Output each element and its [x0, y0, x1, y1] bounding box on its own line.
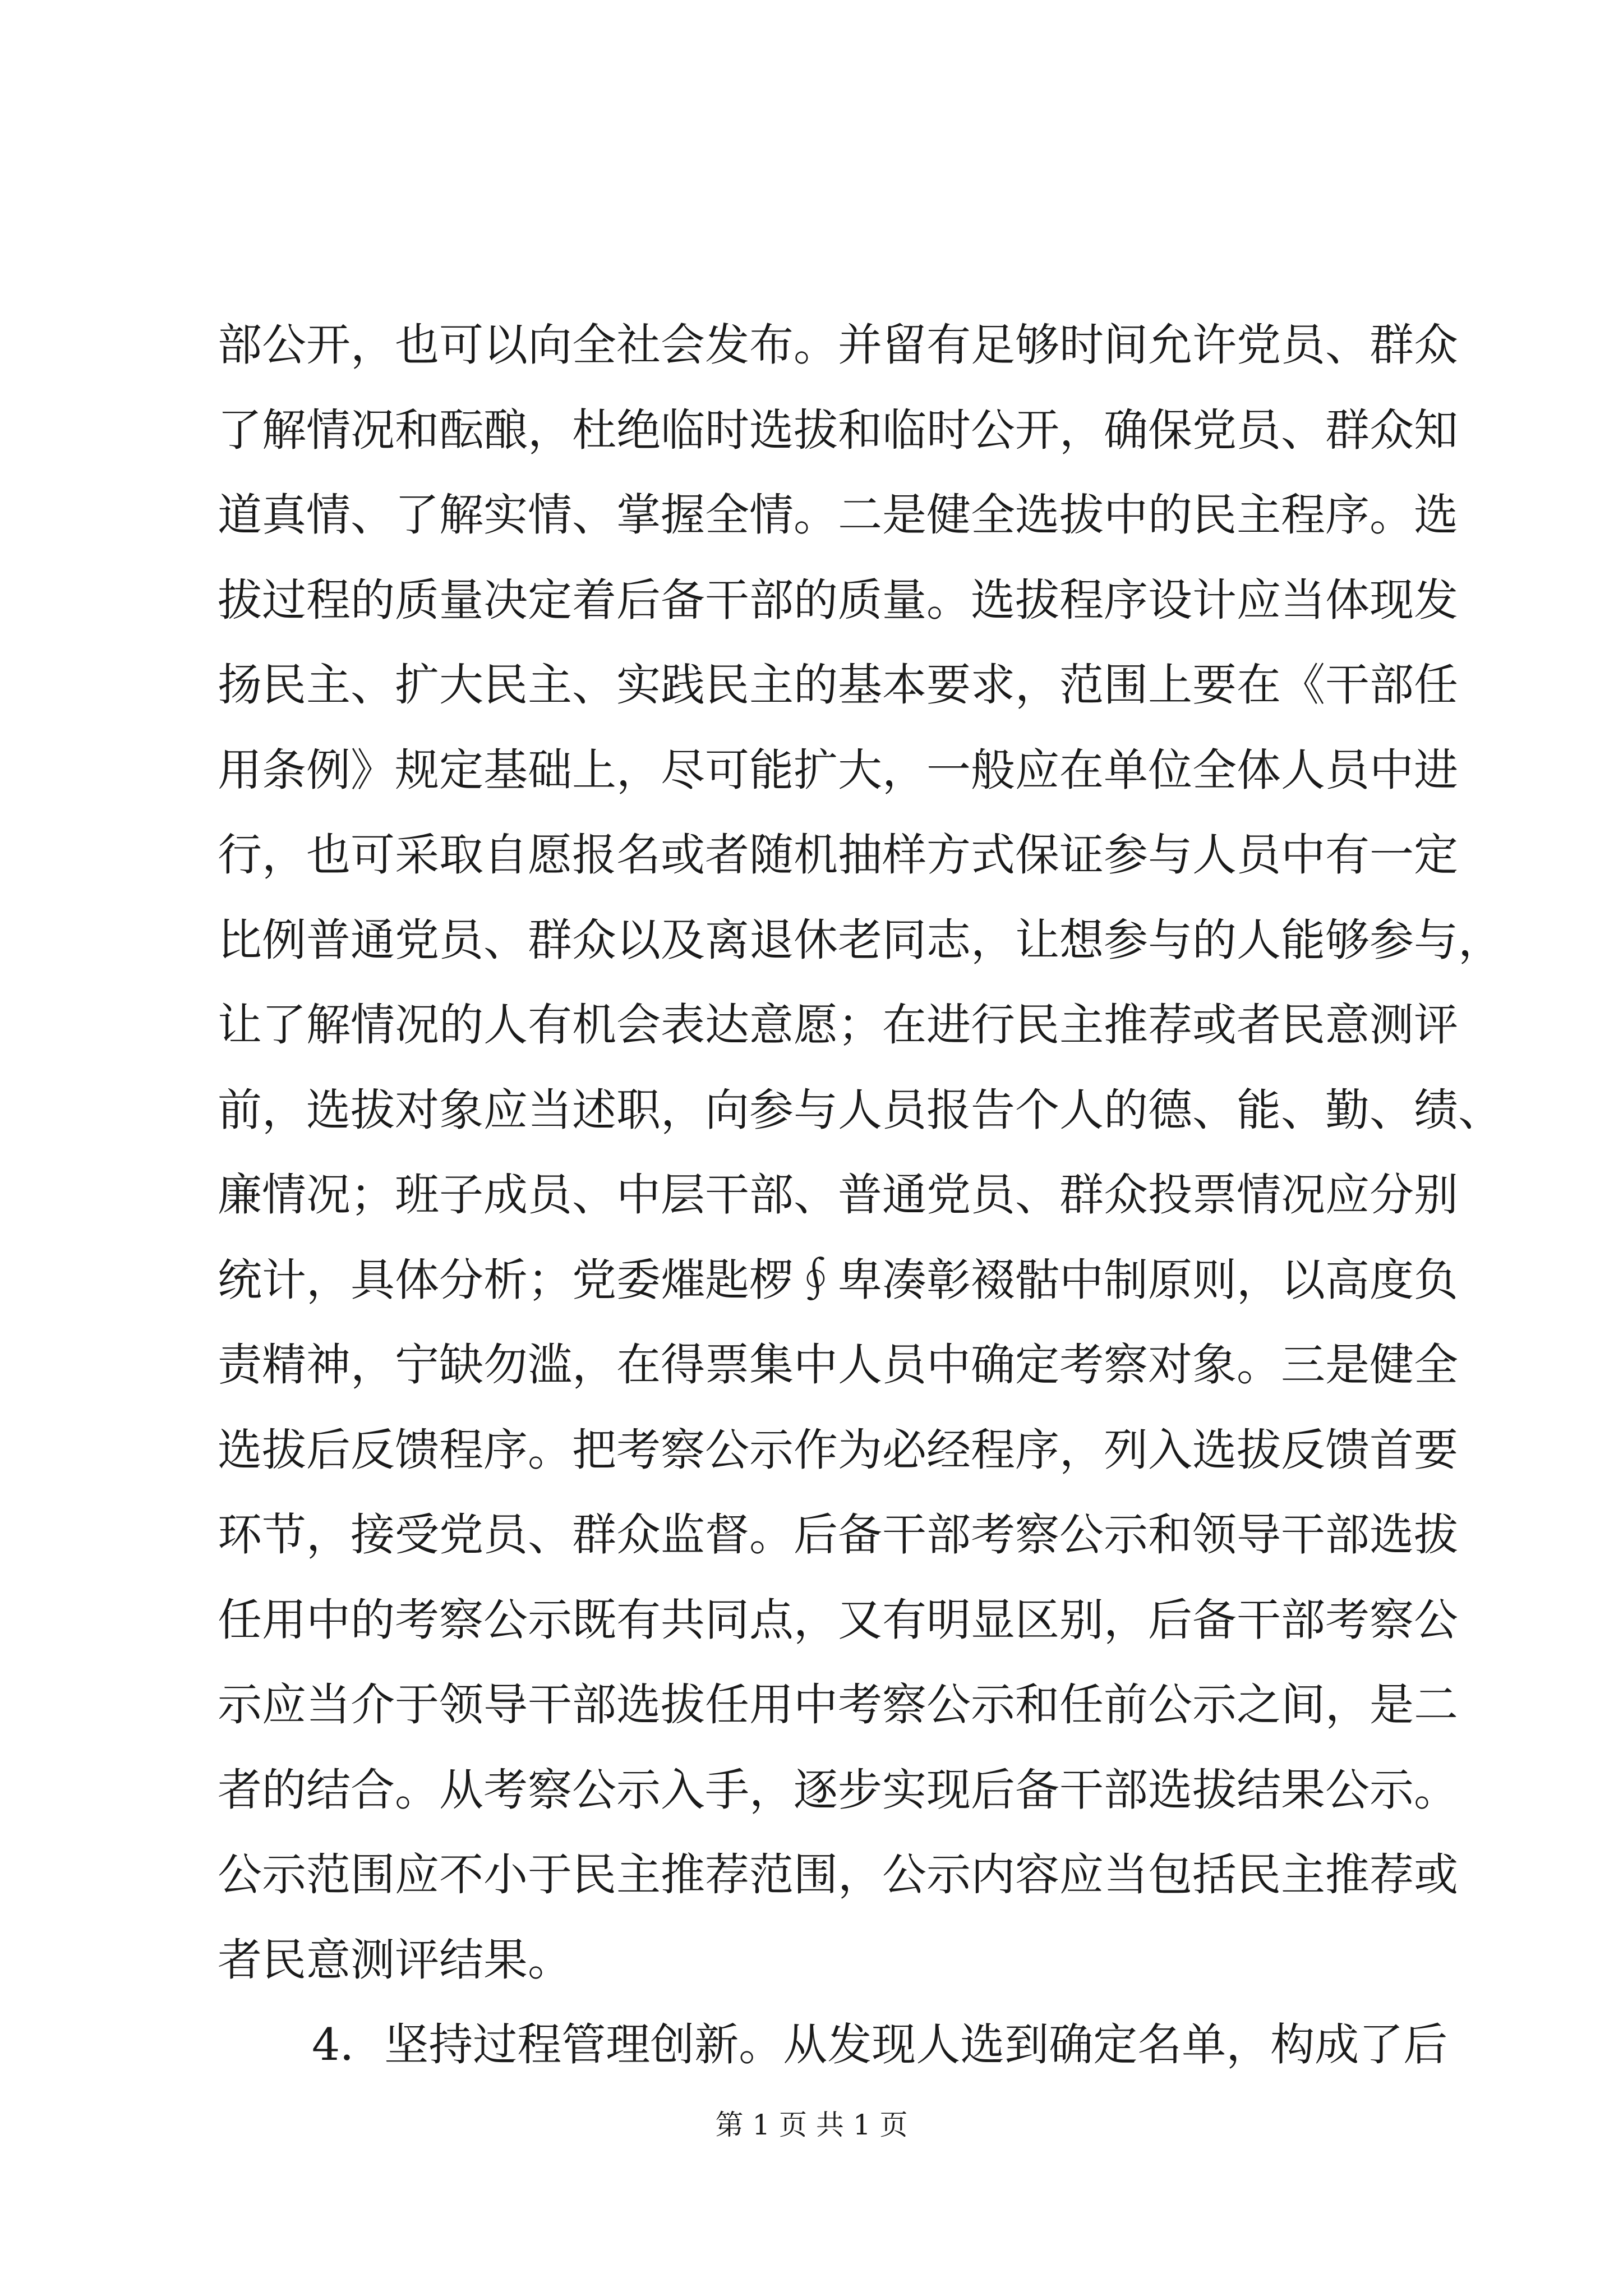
text-line: 扬民主、扩大民主、实践民主的基本要求，范围上要在《干部任: [218, 659, 1458, 711]
text-line: 者民意测评结果。: [218, 1934, 572, 1986]
text-line: 了解情况和酝酿，杜绝临时选拔和临时公开，确保党员、群众知: [218, 404, 1458, 456]
text-line: 比例普通党员、群众以及离退休老同志，让想参与的人能够参与，: [218, 914, 1502, 966]
text-line: 者的结合。从考察公示入手，逐步实现后备干部选拔结果公示。: [218, 1764, 1458, 1816]
text-line: 用条例》规定基础上，尽可能扩大，一般应在单位全体人员中进: [218, 744, 1458, 796]
text-line: 部公开，也可以向全社会发布。并留有足够时间允许党员、群众: [218, 319, 1458, 371]
text-line: 责精神，宁缺勿滥，在得票集中人员中确定考察对象。三是健全: [218, 1339, 1458, 1391]
page-footer: 第 1 页 共 1 页: [715, 2109, 908, 2141]
text-line: 拔过程的质量决定着后备干部的质量。选拔程序设计应当体现发: [218, 574, 1458, 626]
text-line: 道真情、了解实情、掌握全情。二是健全选拔中的民主程序。选: [218, 489, 1458, 541]
text-line: 前，选拔对象应当述职，向参与人员报告个人的德、能、勤、绩、: [218, 1084, 1502, 1136]
text-line: 行，也可采取自愿报名或者随机抽样方式保证参与人员中有一定: [218, 829, 1458, 881]
paragraph-start-line: 4．坚持过程管理创新。从发现人选到确定名单，构成了后: [312, 2019, 1448, 2070]
body-text: [218, 303, 1502, 2088]
text-line: 公示范围应不小于民主推荐范围，公示内容应当包括民主推荐或: [218, 1849, 1458, 1901]
text-line: 统计，具体分析；党委熣匙椤∮卑凑彰裰骷中制原则，以高度负: [218, 1254, 1458, 1306]
text-line: 选拔后反馈程序。把考察公示作为必经程序，列入选拔反馈首要: [218, 1424, 1458, 1476]
text-line: 环节，接受党员、群众监督。后备干部考察公示和领导干部选拔: [218, 1509, 1458, 1561]
text-line: 廉情况；班子成员、中层干部、普通党员、群众投票情况应分别: [218, 1169, 1458, 1221]
text-line: 示应当介于领导干部选拔任用中考察公示和任前公示之间，是二: [218, 1679, 1458, 1731]
text-line: 让了解情况的人有机会表达意愿；在进行民主推荐或者民意测评: [218, 999, 1458, 1051]
text-line: 任用中的考察公示既有共同点，又有明显区别，后备干部考察公: [218, 1594, 1458, 1646]
